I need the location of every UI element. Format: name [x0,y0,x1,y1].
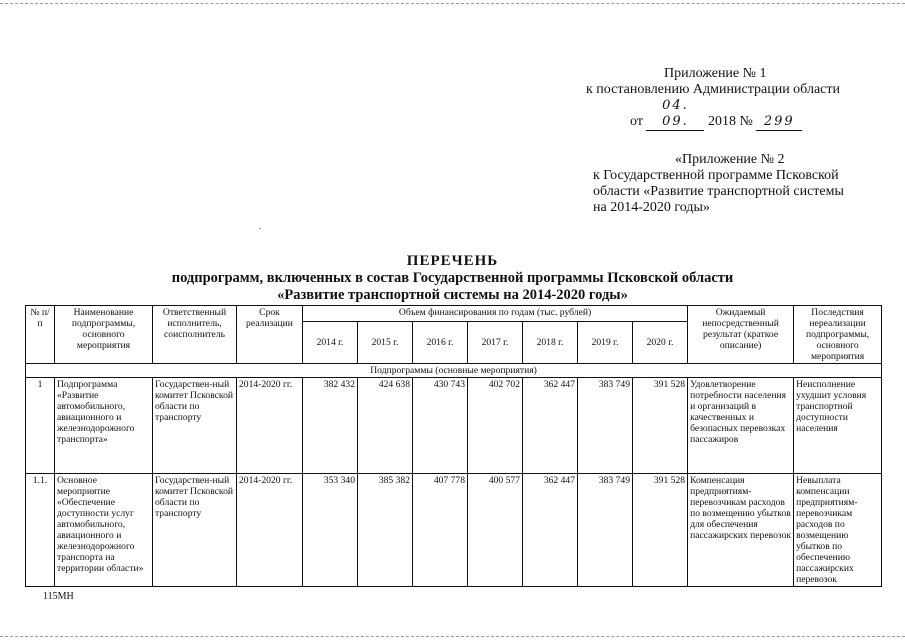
row-value-2015: 385 382 [358,474,413,587]
document-program-name: «Развитие транспортной системы на 2014-2020 годы» [277,287,628,303]
row-responsible: Государствен-ный комитет Псковской области по транспорту [153,474,237,587]
row-result: Компенсация предприятиям-перевозчикам расходов по возмещению убытков для обеспечения пассажирских перевозок [688,474,794,587]
row-value-2014: 353 340 [303,474,358,587]
row-num: 1 [26,378,55,474]
handwritten-number: 299 [756,114,802,131]
date-prefix: от [630,114,643,129]
header-year: 2016 г. [413,322,468,364]
row-value-2017: 400 577 [468,474,523,587]
section-row [26,364,882,378]
document-subtitle: подпрограмм, включенных в состав Государственной программы Псковской области [171,270,734,286]
subprograms-table [25,305,882,587]
scan-speck [259,228,261,229]
appendix-1-title: Приложение № 1 [664,66,767,81]
scan-edge-top [0,3,905,4]
row-term: 2014-2020 гг. [237,474,303,587]
section-label: Подпрограммы (основные мероприятия) [26,364,882,378]
row-num: 1.1. [26,474,55,587]
row-name: Подпрограмма «Развитие автомобильного, авиационного и железнодорожного транспорта» [55,378,153,474]
row-value-2018: 362 447 [523,378,578,474]
handwritten-date: 04. 09. [646,98,704,131]
header-year: 2015 г. [358,322,413,364]
row-value-2018: 362 447 [523,474,578,587]
row-value-2020: 391 528 [633,474,688,587]
header-year: 2020 г. [633,322,688,364]
row-result: Удовлетворение потребности населения и организаций в качественных и безопасных перевозках пассажиров [688,378,794,474]
row-name: Основное мероприятие «Обеспечение доступности услуг автомобильного, авиационного и железнодорожного транспорта на территории области» [55,474,153,587]
appendix-2-line-4: на 2014-2020 годы» [593,200,710,215]
header-row-1 [26,306,882,322]
row-value-2020: 391 528 [633,378,688,474]
row-value-2019: 383 749 [578,474,633,587]
appendix-1-decree: к постановлению Администрации области [586,82,840,97]
header-num: № п/п [26,306,55,364]
year-text: 2018 № [707,114,753,129]
row-consequences: Невыплата компенсации предприятиям-перевозчикам расходов по возмещению убытков по обеспечению пассажирских перевозок [794,474,882,587]
header-term: Срок реализации [237,306,303,364]
appendix-1-block [586,66,886,131]
row-value-2015: 424 638 [358,378,413,474]
row-value-2016: 430 743 [413,378,468,474]
header-funding: Объем финансирования по годам (тыс. рублей) [303,306,688,322]
row-term: 2014-2020 гг. [237,378,303,474]
appendix-2-line-2: к Государственной программе Псковской [593,168,839,183]
scan-edge-bottom [0,636,905,637]
footer-code: 115МН [43,591,74,602]
row-value-2019: 383 749 [578,378,633,474]
row-value-2016: 407 778 [413,474,468,587]
header-responsible: Ответственный исполнитель, соисполнитель [153,306,237,364]
header-year: 2019 г. [578,322,633,364]
appendix-2-line-3: области «Развитие транспортной системы [593,184,844,199]
header-consequences: Последствия нереализации подпрограммы, основного мероприятия [794,306,882,364]
header-year: 2018 г. [523,322,578,364]
row-responsible: Государствен-ный комитет Псковской области по транспорту [153,378,237,474]
appendix-2-title: «Приложение № 2 [675,152,785,167]
header-result: Ожидаемый непосредственный результат (краткое описание) [688,306,794,364]
header-year: 2017 г. [468,322,523,364]
appendix-1-date-line [586,98,886,131]
header-year: 2014 г. [303,322,358,364]
table-row [26,474,882,587]
document-title: ПЕРЕЧЕНЬ [406,253,499,269]
appendix-2-block [593,152,878,216]
header-name: Наименование подпрограммы, основного мероприятия [55,306,153,364]
table-row [26,378,882,474]
row-consequences: Неисполнение ухудшит условия транспортной доступности населения [794,378,882,474]
row-value-2017: 402 702 [468,378,523,474]
row-value-2014: 382 432 [303,378,358,474]
